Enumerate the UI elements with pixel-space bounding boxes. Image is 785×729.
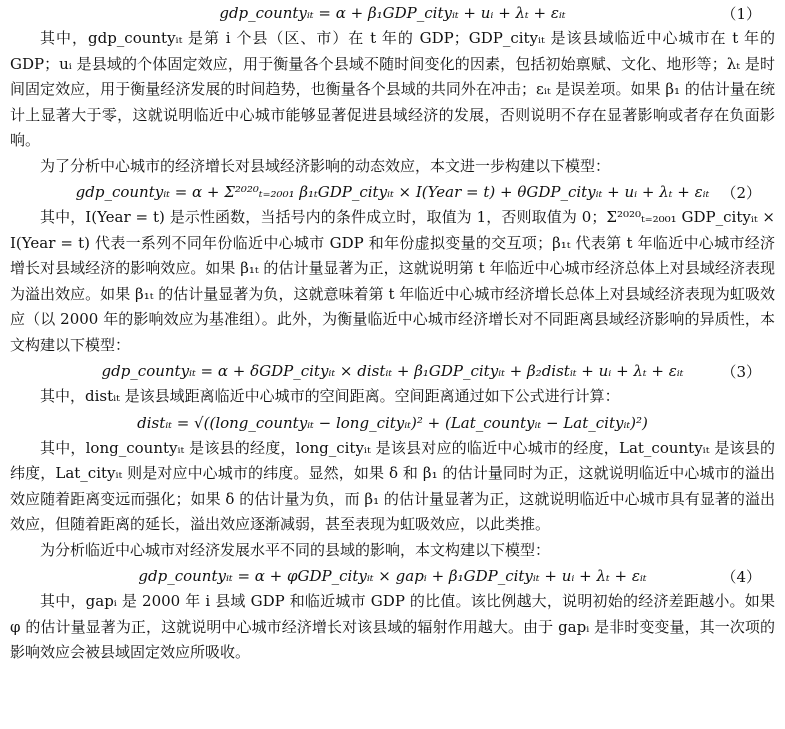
paragraph-variable-definitions: 其中，gdp_countyᵢₜ 是第 i 个县（区、市）在 t 年的 GDP；GDP_cityᵢₜ 是该县域临近中心城市在 t 年的 GDP；uᵢ 是县域的个体固定效应，用于衡量各个县域不随时间变化的因素，包括初始禀赋、文化、地形等；λₜ 是时间固定效应，用于衡量经济发展的时间趋势，也衡量各个县域的共同外在冲击；εᵢₜ 是误差项。如果 β₁ 的估计量在统计上显著大于零，这就说明临近中心城市能够显著促进县域经济的发展，否则说明不存在显著影响或者存在负面影响。 <box>10 29 775 149</box>
equation-formula: gdp_countyᵢₜ = α + φGDP_cityᵢₜ × gapᵢ + β₁GDP_cityᵢₜ + uᵢ + λₜ + εᵢₜ <box>138 567 647 585</box>
equation-number: （ 2 ） <box>721 182 761 203</box>
equation-formula: gdp_countyᵢₜ = α + Σ²⁰²⁰ₜ₌₂₀₀₁ β₁ₜGDP_cityᵢₜ × I(Year = t) + θGDP_cityᵢₜ + uᵢ + λₜ + εᵢₜ <box>75 183 710 201</box>
equation-number: （ 1 ） <box>721 3 761 24</box>
equation-distance <box>10 410 775 436</box>
equation-formula: distᵢₜ = √((long_countyᵢₜ − long_cityᵢₜ)² + (Lat_countyᵢₜ − Lat_cityᵢₜ)²) <box>137 413 648 432</box>
paragraph-gap-intro: 为分析临近中心城市对经济发展水平不同的县域的影响，本文构建以下模型： <box>40 540 551 559</box>
equation-2 <box>10 179 775 205</box>
paragraph-dynamic-explanation: 其中，I(Year = t) 是示性函数，当括号内的条件成立时，取值为 1，否则取值为 0；Σ²⁰²⁰ₜ₌₂₀₀₁ GDP_cityᵢₜ × I(Year = t) 代表一系列不同年份临近中心城市 GDP 和年份虚拟变量的交互项；β₁ₜ 代表第 t 年临近中心城市经济增长对县域经济的影响效应。如果 β₁ₜ 的估计量显著为正，这就说明第 t 年临近中心城市经济总体上对县域经济表现为溢出效应。如果 β₁ₜ 的估计量显著为负，这就意味着第 t 年临近中心城市经济增长总体上对县域经济表现为虹吸效应（以 2000 年的影响效应为基准组）。此外，为衡量临近中心城市经济增长对不同距离县域经济影响的异质性，本文构建以下模型： <box>10 208 775 354</box>
equation-1 <box>10 0 775 26</box>
equation-4 <box>10 563 775 589</box>
equation-number: （ 4 ） <box>721 566 761 587</box>
paragraph-distance-explanation: 其中，long_countyᵢₜ 是该县的经度，long_cityᵢₜ 是该县对应的临近中心城市的经度，Lat_countyᵢₜ 是该县的纬度，Lat_cityᵢₜ 则是对应中心城市的纬度。显然，如果 δ 和 β₁ 的估计量同时为正，这就说明临近中心城市的溢出效应随着距离变远而强化；如果 δ 的估计量为负，而 β₁ 的估计量显著为正，这就说明临近中心城市具有显著的溢出效应，但随着距离的延长，溢出效应逐渐减弱，甚至表现为虹吸效应，以此类推。 <box>10 438 775 533</box>
equation-3 <box>10 358 775 384</box>
paragraph-distance-intro: 其中，distᵢₜ 是该县域距离临近中心城市的空间距离。空间距离通过如下公式进行计算： <box>40 387 620 405</box>
paragraph-dynamic-intro: 为了分析中心城市的经济增长对县域经济影响的动态效应，本文进一步构建以下模型： <box>40 156 611 175</box>
equation-formula: gdp_countyᵢₜ = α + β₁GDP_cityᵢₜ + uᵢ + λₜ + εᵢₜ <box>219 4 566 22</box>
equation-number: （ 3 ） <box>721 361 761 382</box>
paragraph-gap-explanation: 其中，gapᵢ 是 2000 年 i 县域 GDP 和临近城市 GDP 的比值。该比例越大，说明初始的经济差距越小。如果 φ 的估计量显著为正，这就说明中心城市经济增长对该县域的辐射作用越大。由于 gapᵢ 是非时变变量，其一次项的影响效应会被县域固定效应所吸收。 <box>10 592 775 661</box>
equation-formula: gdp_countyᵢₜ = α + δGDP_cityᵢₜ × distᵢₜ + β₁GDP_cityᵢₜ + β₂distᵢₜ + uᵢ + λₜ + εᵢₜ <box>101 362 684 380</box>
